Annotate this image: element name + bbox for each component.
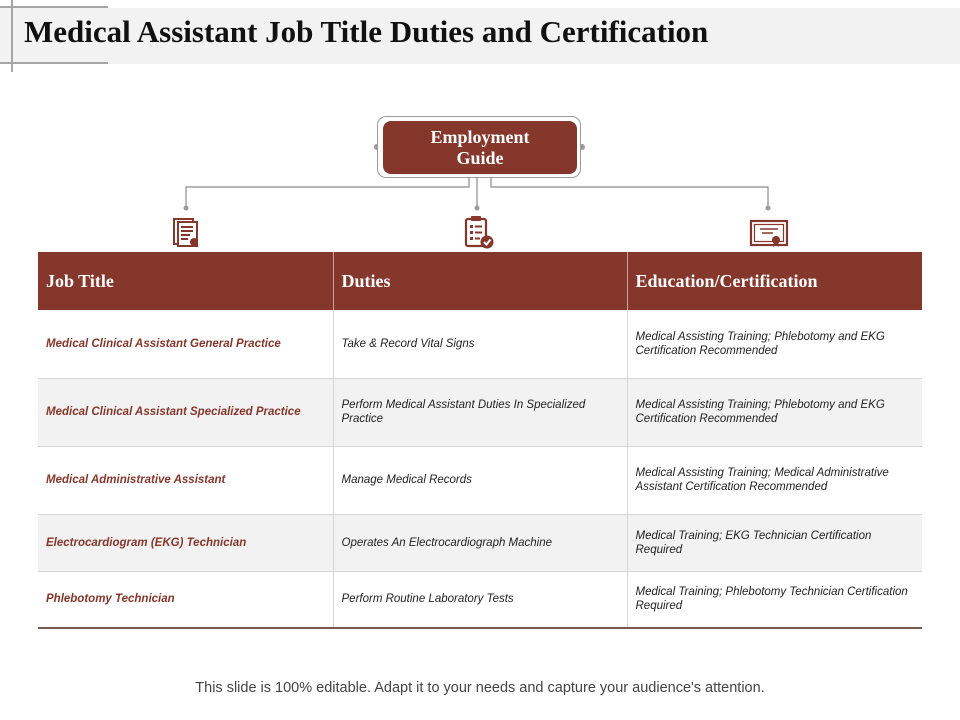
table-row bbox=[38, 446, 922, 514]
header-duties: Duties bbox=[333, 252, 627, 310]
duties-cell: Manage Medical Records bbox=[333, 446, 627, 514]
page-title: Medical Assistant Job Title Duties and Certification bbox=[24, 14, 709, 49]
duties-table bbox=[38, 252, 922, 629]
certificate-icon bbox=[749, 218, 789, 248]
education-cell: Medical Assisting Training; Phlebotomy and EKG Certification Recommended bbox=[627, 378, 922, 446]
guide-label: Employment Guide bbox=[430, 126, 530, 168]
duties-cell: Take & Record Vital Signs bbox=[333, 310, 627, 378]
table-row bbox=[38, 514, 922, 571]
duties-cell: Perform Medical Assistant Duties In Specialized Practice bbox=[333, 378, 627, 446]
job-title-cell: Medical Clinical Assistant Specialized Practice bbox=[38, 378, 333, 446]
table-row bbox=[38, 571, 922, 628]
job-title-cell: Electrocardiogram (EKG) Technician bbox=[38, 514, 333, 571]
duties-cell: Operates An Electrocardiograph Machine bbox=[333, 514, 627, 571]
header-job-title: Job Title bbox=[38, 252, 333, 310]
job-title-cell: Medical Clinical Assistant General Practice bbox=[38, 310, 333, 378]
table-row bbox=[38, 310, 922, 378]
duties-cell: Perform Routine Laboratory Tests bbox=[333, 571, 627, 628]
document-icon bbox=[170, 216, 202, 248]
education-cell: Medical Training; Phlebotomy Technician Certification Required bbox=[627, 571, 922, 628]
header-education: Education/Certification bbox=[627, 252, 922, 310]
education-cell: Medical Assisting Training; Phlebotomy and EKG Certification Recommended bbox=[627, 310, 922, 378]
table-header-row bbox=[38, 252, 922, 310]
job-title-cell: Phlebotomy Technician bbox=[38, 571, 333, 628]
checklist-icon bbox=[462, 214, 496, 250]
job-title-cell: Medical Administrative Assistant bbox=[38, 446, 333, 514]
footer-note: This slide is 100% editable. Adapt it to your needs and capture your audience's attention. bbox=[195, 680, 765, 696]
education-cell: Medical Assisting Training; Medical Administrative Assistant Certification Recommended bbox=[627, 446, 922, 514]
education-cell: Medical Training; EKG Technician Certification Required bbox=[627, 514, 922, 571]
table-row bbox=[38, 378, 922, 446]
employment-guide-box bbox=[383, 121, 577, 174]
